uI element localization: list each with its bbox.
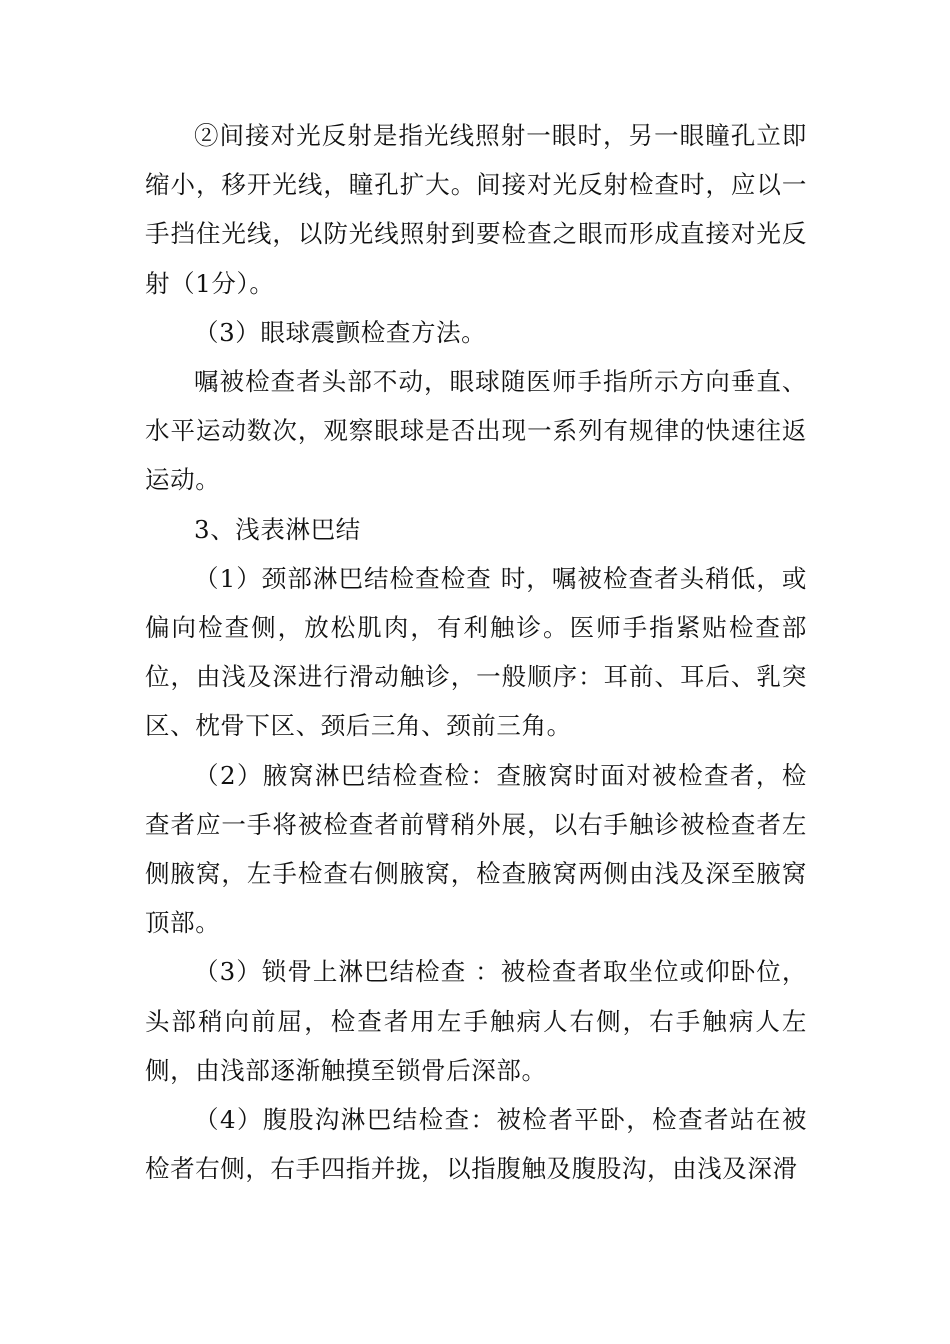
document-body	[145, 111, 807, 1193]
paragraph-inguinal-lymph-nodes: （4）腹股沟淋巴结检查：被检者平卧，检查者站在被检者右侧，右手四指并拢，以指腹触及腹股沟，由浅及深滑	[145, 1105, 807, 1184]
section-heading-lymph-nodes: 3、浅表淋巴结	[194, 514, 361, 544]
paragraph-indirect-light-reflex: ②间接对光反射是指光线照射一眼时，另一眼瞳孔立即缩小，移开光线，瞳孔扩大。间接对光反射检查时，应以一手挡住光线，以防光线照射到要检查之眼而形成直接对光反射（1分）。	[145, 121, 807, 298]
paragraph-supraclavicular-lymph-nodes: （3）锁骨上淋巴结检查 ：被检查者取坐位或仰卧位，头部稍向前屈，检查者用左手触病人右侧，右手触病人左侧，由浅部逐渐触摸至锁骨后深部。	[145, 957, 807, 1085]
paragraph-nystagmus-method: 嘱被检查者头部不动，眼球随医师手指所示方向垂直、水平运动数次，观察眼球是否出现一系列有规律的快速往返运动。	[145, 367, 807, 495]
paragraph-cervical-lymph-nodes: （1）颈部淋巴结检查检查 时，嘱被检查者头稍低，或偏向检查侧，放松肌肉，有利触诊。医师手指紧贴检查部位，由浅及深进行滑动触诊，一般顺序：耳前、耳后、乳突区、枕骨下区、颈后三角、颈前三角。	[145, 563, 807, 741]
paragraph-axillary-lymph-nodes: （2）腋窝淋巴结检查检：查腋窝时面对被检查者，检查者应一手将被检查者前臂稍外展，以右手触诊被检查者左侧腋窝，左手检查右侧腋窝，检查腋窝两侧由浅及深至腋窝顶部。	[145, 760, 807, 938]
paragraph-nystagmus-heading: （3）眼球震颤检查方法。	[194, 317, 487, 347]
